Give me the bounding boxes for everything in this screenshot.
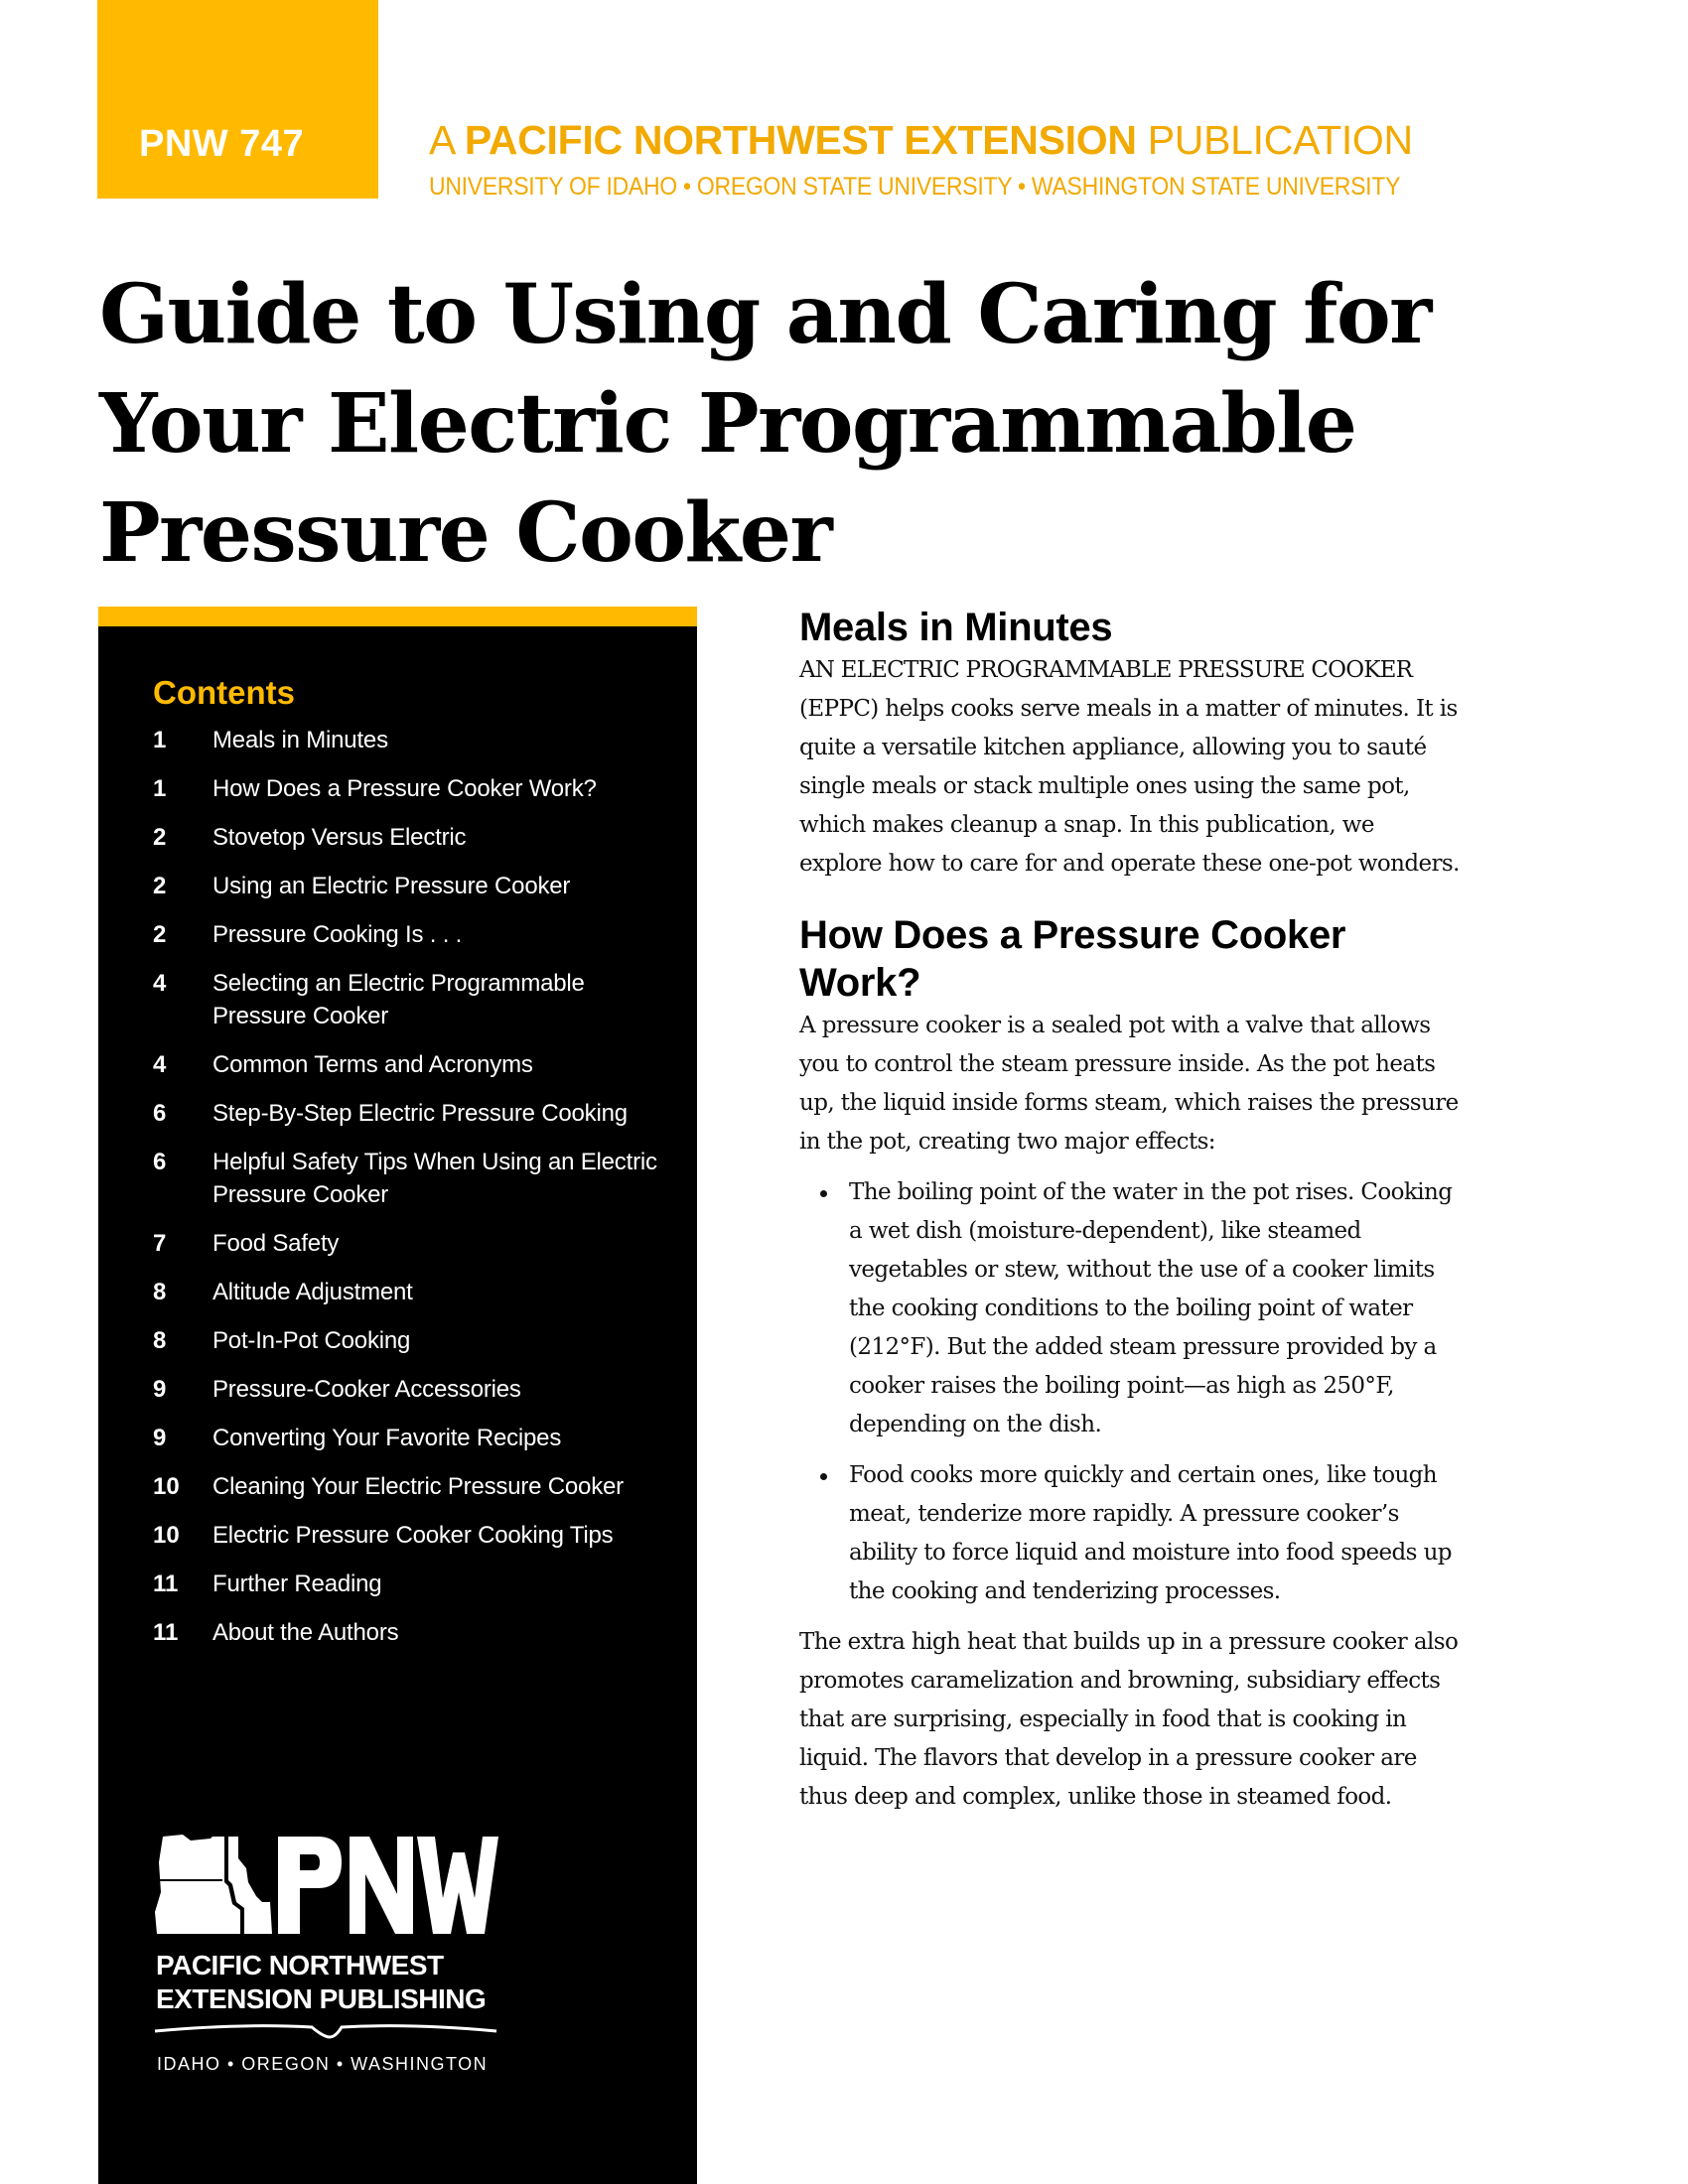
toc-item[interactable] (153, 918, 669, 951)
toc-page-number: 6 (153, 1100, 167, 1127)
toc-item[interactable] (153, 1616, 669, 1649)
list-item (799, 1456, 1460, 1611)
toc-item[interactable] (153, 1422, 669, 1454)
toc-item-label: About the Authors (212, 1619, 399, 1646)
publication-code-tab (97, 0, 378, 199)
toc-item-label: Electric Pressure Cooker Cooking Tips (212, 1522, 614, 1549)
toc-item[interactable] (153, 1048, 669, 1081)
universities-line: UNIVERSITY OF IDAHO • OREGON STATE UNIVERSITY • WASHINGTON STATE UNIVERSITY (429, 173, 1401, 201)
table-of-contents (153, 724, 669, 1665)
toc-item[interactable] (153, 1373, 669, 1406)
list-item-text: The boiling point of the water in the pot rises. Cooking a wet dish (moisture-dependent), like steamed vegetables or stew, without the use of a cooker limits the cooking conditions to the boiling point of water (212°F). But the added steam pressure provided by a cooker raises the boiling point—as high as 250°F, depending on the dish. (849, 1179, 1453, 1437)
toc-page-number: 4 (153, 970, 167, 997)
pnw-states-map-icon (153, 1823, 500, 1942)
toc-item[interactable] (153, 1276, 669, 1308)
toc-item[interactable] (153, 1146, 669, 1211)
toc-page-number: 9 (153, 1425, 167, 1451)
toc-item[interactable] (153, 1227, 669, 1260)
toc-page-number: 11 (153, 1570, 179, 1597)
toc-item[interactable] (153, 1097, 669, 1130)
main-content (799, 604, 1460, 1817)
logo-line-2: EXTENSION PUBLISHING (156, 1983, 487, 2014)
open-book-swoosh-icon (153, 2021, 500, 2041)
toc-item[interactable] (153, 1324, 669, 1357)
toc-item-label: Converting Your Favorite Recipes (212, 1425, 562, 1451)
toc-item-label: Using an Electric Pressure Cooker (212, 873, 571, 899)
bullet-icon (820, 1190, 827, 1197)
toc-item[interactable] (153, 870, 669, 902)
toc-page-number: 1 (153, 775, 167, 802)
toc-item-label: Pot-In-Pot Cooking (212, 1327, 411, 1354)
toc-page-number: 10 (153, 1522, 180, 1549)
list-item (799, 1173, 1460, 1444)
toc-page-number: 6 (153, 1149, 167, 1175)
toc-page-number: 2 (153, 921, 167, 948)
toc-item-label: Common Terms and Acronyms (212, 1051, 533, 1078)
title-line: Your Electric Programmable (99, 376, 1356, 472)
bullet-icon (820, 1473, 827, 1480)
toc-page-number: 4 (153, 1051, 167, 1078)
section-how-it-works (799, 911, 1460, 1817)
paragraph-text: (EPPC) helps cooks serve meals in a matter of minutes. It is quite a versatile kitchen appliance, allowing you to sauté single meals or stack multiple ones using the same pot, which makes cleanup a snap. In this publication, we explore how to care for and operate these one-pot wonders. (799, 696, 1460, 877)
toc-item-label: Selecting an Electric Programmable Pressure Cooker (212, 970, 585, 1029)
publication-series-line (429, 117, 1413, 164)
effects-list (799, 1173, 1460, 1611)
lead-in-caps: AN ELECTRIC PROGRAMMABLE PRESSURE COOKER (799, 657, 1413, 683)
toc-item[interactable] (153, 1519, 669, 1552)
toc-item-label: Meals in Minutes (212, 727, 388, 753)
toc-item[interactable] (153, 967, 669, 1032)
title-line: Guide to Using and Caring for (99, 267, 1431, 362)
toc-item-label: Food Safety (212, 1230, 340, 1257)
toc-page-number: 10 (153, 1473, 180, 1500)
section-paragraph: The extra high heat that builds up in a pressure cooker also promotes caramelization and browning, subsidiary effects that are surprising, especially in food that is cooking in liquid. The flavors that develop in a pressure cooker are thus deep and complex, unlike those in steamed food. (799, 1629, 1459, 1810)
toc-item-label: Cleaning Your Electric Pressure Cooker (212, 1473, 624, 1500)
toc-item-label: Further Reading (212, 1570, 382, 1597)
toc-item[interactable] (153, 772, 669, 805)
contents-sidebar (98, 607, 697, 2184)
toc-item[interactable] (153, 724, 669, 756)
toc-page-number: 7 (153, 1230, 167, 1257)
section-paragraph: A pressure cooker is a sealed pot with a valve that allows you to control the steam pressure inside. As the pot heats up, the liquid inside forms steam, which raises the pressure in the pot, creating two major effects: (799, 1013, 1459, 1155)
toc-page-number: 1 (153, 727, 167, 753)
toc-item-label: Pressure Cooking Is . . . (212, 921, 463, 948)
toc-item-label: Step-By-Step Electric Pressure Cooking (212, 1100, 628, 1127)
toc-page-number: 11 (153, 1619, 179, 1646)
section-heading: How Does a Pressure Cooker Work? (799, 913, 1346, 1005)
toc-item[interactable] (153, 1470, 669, 1503)
toc-item-label: Altitude Adjustment (212, 1279, 413, 1305)
toc-item-label: Helpful Safety Tips When Using an Electric Pressure Cooker (212, 1149, 657, 1208)
sidebar-gold-rule (98, 607, 697, 626)
logo-line-1: PACIFIC NORTHWEST (156, 1950, 444, 1980)
toc-page-number: 9 (153, 1376, 167, 1403)
section-meals-in-minutes (799, 604, 1460, 884)
toc-item-label: Pressure-Cooker Accessories (212, 1376, 521, 1403)
page-title (99, 260, 1539, 588)
toc-page-number: 2 (153, 873, 167, 899)
toc-page-number: 2 (153, 824, 167, 851)
logo-states: IDAHO • OREGON • WASHINGTON (157, 2054, 489, 2074)
publication-series-name: PACIFIC NORTHWEST EXTENSION (464, 117, 1137, 163)
toc-page-number: 8 (153, 1327, 167, 1354)
section-paragraph (799, 651, 1460, 884)
toc-item-label: Stovetop Versus Electric (212, 824, 467, 851)
title-line: Pressure Cooker (99, 485, 832, 581)
toc-page-number: 8 (153, 1279, 167, 1305)
pnw-publishing-logo (153, 1823, 500, 2074)
toc-item[interactable] (153, 821, 669, 854)
publication-prefix: A (429, 117, 454, 163)
toc-item[interactable] (153, 1568, 669, 1600)
section-heading: Meals in Minutes (799, 606, 1113, 649)
list-item-text: Food cooks more quickly and certain ones, like tough meat, tenderize more rapidly. A pressure cooker’s ability to force liquid and moisture into food speeds up the cooking and tenderizing processes. (849, 1462, 1452, 1604)
contents-heading: Contents (153, 674, 295, 711)
toc-item-label: How Does a Pressure Cooker Work? (212, 775, 597, 802)
publication-suffix: PUBLICATION (1147, 117, 1413, 163)
publication-code: PNW 747 (139, 123, 305, 165)
